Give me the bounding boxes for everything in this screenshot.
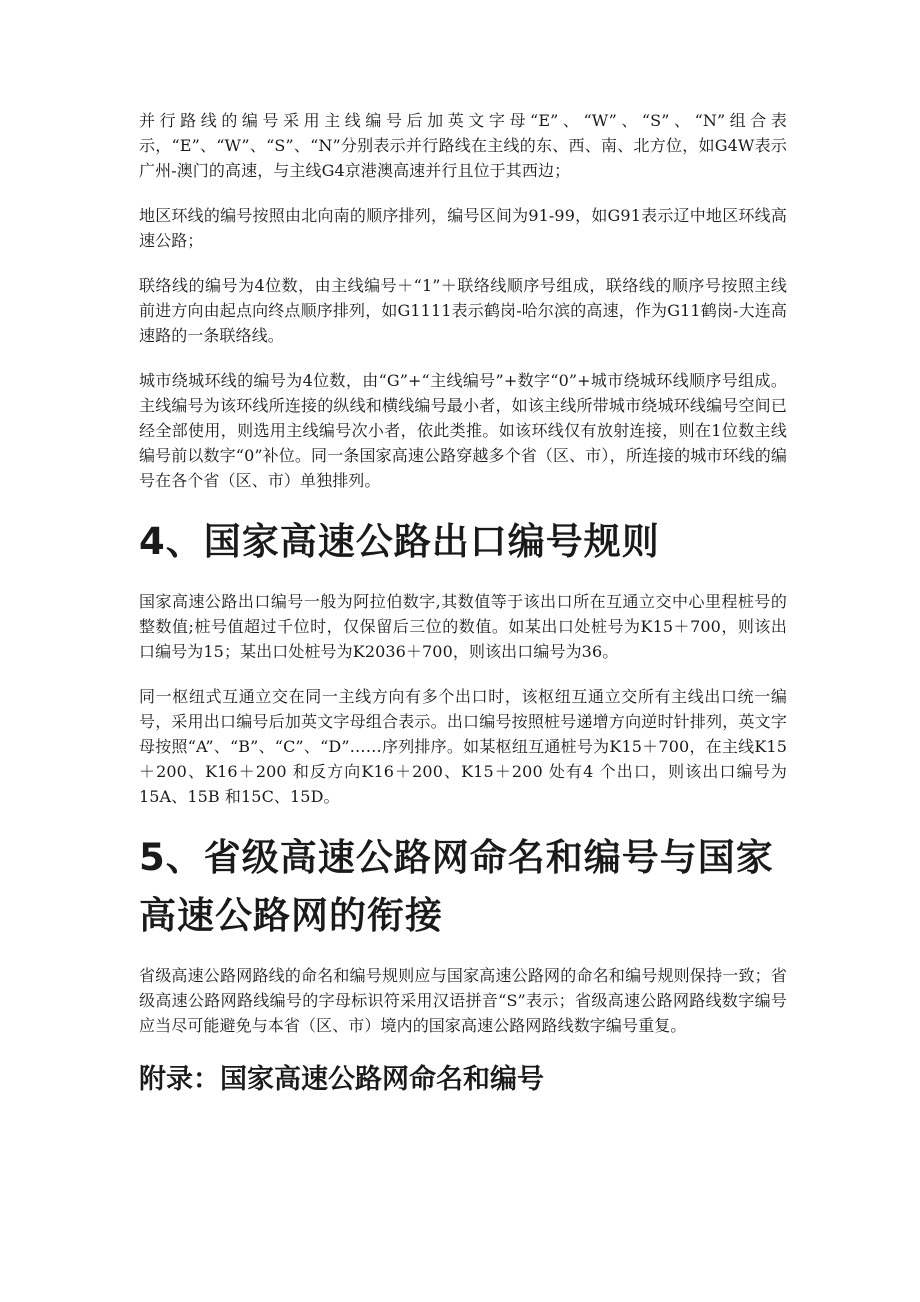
document-page — [139, 108, 787, 1098]
paragraph-city-ring: 城市绕城环线的编号为4位数，由“G”+“主线编号”+数字“0”+城市绕城环线顺序号组成。主线编号为该环线所连接的纵线和横线编号最小者，如该主线所带城市绕城环线编号空间已经全部使用，则选用主线编号次小者，依此类推。如该环线仅有放射连接，则在1位数主线编号前以数字“0”补位。同一条国家高速公路穿越多个省（区、市），所连接的城市环线的编号在各个省（区、市）单独排列。 — [139, 371, 787, 490]
paragraph-parallel-routes: 并行路线的编号采用主线编号后加英文字母“E”、“W”、“S”、“N”组合表示，“E”、“W”、“S”、“N”分别表示并行路线在主线的东、西、南、北方位，如G4W表示广州-澳门的高速，与主线G4京港澳高速并行且位于其西边； — [139, 111, 787, 180]
section-5-heading: 5、省级高速公路网命名和编号与国家高速公路网的衔接 — [139, 836, 774, 937]
paragraph-provincial-network: 省级高速公路网路线的命名和编号规则应与国家高速公路网的命名和编号规则保持一致；省级高速公路网路线编号的字母标识符采用汉语拼音“S”表示；省级高速公路网路线数字编号应当尽可能避免与本省（区、市）境内的国家高速公路网路线数字编号重复。 — [139, 966, 787, 1035]
appendix-heading: 附录：国家高速公路网命名和编号 — [139, 1064, 544, 1095]
paragraph-regional-ring: 地区环线的编号按照由北向南的顺序排列，编号区间为91-99，如G91表示辽中地区环线高速公路； — [139, 206, 787, 250]
paragraph-exit-numbering: 国家高速公路出口编号一般为阿拉伯数字,其数值等于该出口所在互通立交中心里程桩号的整数值;桩号值超过千位时，仅保留后三位的数值。如某出口处桩号为K15＋700，则该出口编号为15；某出口处桩号为K2036＋700，则该出口编号为36。 — [139, 592, 787, 661]
paragraph-connector-lines: 联络线的编号为4位数，由主线编号＋“1”＋联络线顺序号组成，联络线的顺序号按照主线前进方向由起点向终点顺序排列，如G1111表示鹤岗-哈尔滨的高速，作为G11鹤岗-大连高速路的一条联络线。 — [139, 276, 787, 345]
section-4-heading: 4、国家高速公路出口编号规则 — [139, 520, 660, 563]
paragraph-hub-exits: 同一枢纽式互通立交在同一主线方向有多个出口时，该枢纽互通立交所有主线出口统一编号，采用出口编号后加英文字母组合表示。出口编号按照桩号递增方向逆时针排列，英文字母按照“A”、“B”、“C”、“D”……序列排序。如某枢纽互通桩号为K15＋700，在主线K15＋200、K16＋200 和反方向K16＋200、K15＋200 处有4 个出口，则该出口编号为15A、15B 和15C、15D。 — [139, 687, 787, 806]
